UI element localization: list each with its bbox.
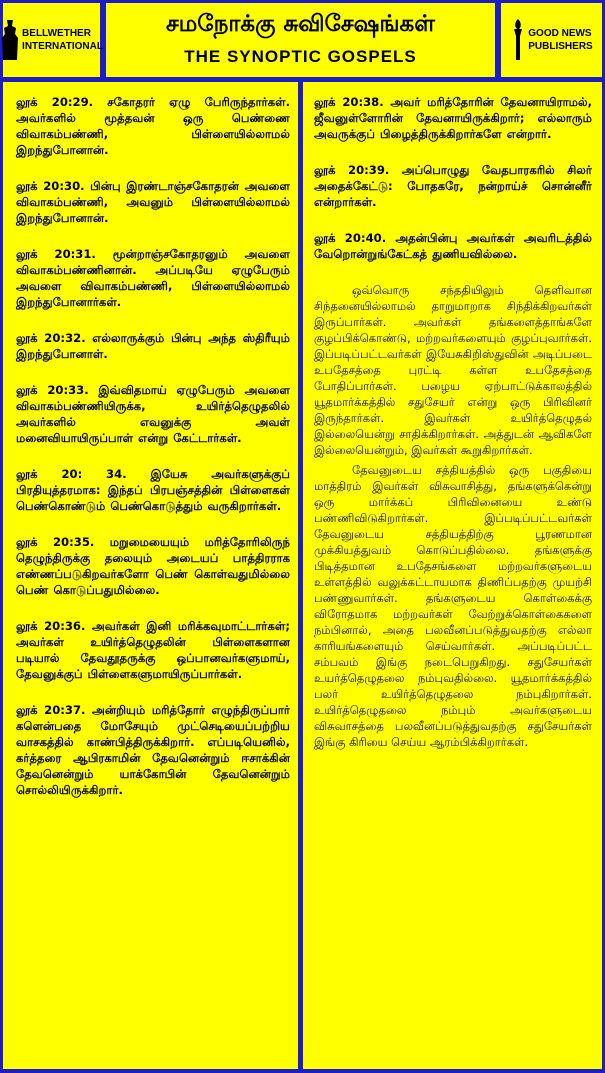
title-english: THE SYNOPTIC GOSPELS [184, 47, 417, 66]
verse-luke-20-29: லூக் 20:29. சகோதரர் ஏழு பேரிருந்தார்கள். அவர்களில் மூத்தவன் ஒரு பெண்ணை விவாகம்பண்ணி, பிள்ளையில்லாமல் இறந்துபோனான். [16, 95, 290, 157]
verse-luke-20-36: லூக் 20:36. அவர்கள் இனி மரிக்கவுமாட்டார்கள்; அவர்கள் உயிர்த்தெழுதலின் பிள்ளைகளான படியால் தேவதூதருக்கு ஒப்பானவர்களுமாய், தேவனுக்குப் பிள்ளைகளுமாயிருப்பார்கள். [16, 619, 290, 681]
title-banner [106, 3, 495, 77]
bellwether-ram-icon [0, 18, 20, 62]
verse-luke-20-32: லூக் 20:32. எல்லாருக்கும் பின்பு அந்த ஸ்திரீயும் இறந்துபோனாள். [16, 331, 290, 361]
verse-luke-20-39: லூக் 20:39. அப்பொழுது வேதபாரகரில் சிலர் அதைக்கேட்டு: போதகரே, நன்றாய்ச் சொன்னீர் என்றார்கள். [314, 163, 592, 209]
left-column [3, 82, 298, 1069]
verse-luke-20-40: லூக் 20:40. அதன்பின்பு அவர்கள் அவரிடத்தில் வேறொன்றுங்கேட்கத் துணியவில்லை. [314, 231, 592, 261]
right-column [303, 82, 602, 1069]
torch-icon [510, 18, 526, 62]
good-news-logo-line1: GOOD NEWS [528, 28, 592, 39]
verse-luke-20-33: லூக் 20:33. இவ்விதமாய் ஏழுபேரும் அவளை விவாகம்பண்ணியிருக்க, உயிர்த்தெழுதலில் அவர்களில் எவனுக்கு அவள் மனைவியாயிருப்பாள் என்று கேட்டார்கள். [16, 383, 290, 445]
verse-luke-20-35: லூக் 20:35. மறுமையையும் மரித்தோரிலிருந் தெழுந்திருக்கு தலையும் அடையப் பாத்திரராக எண்ணப்படுகிறவர்களோ பெண் கொள்வதுமில்லை பெண் கொடுப்பதுமில்லை. [16, 535, 290, 597]
bellwether-logo-line2: INTERNATIONAL [22, 41, 103, 52]
commentary-paragraph-1: ஒவ்வொரு சந்ததியிலும் தெளிவான சிந்தனையில்லாமல் தாறுமாறாக சிந்திக்கிறவர்கள் இருப்பார்கள். அவர்கள் தங்களைத்தாங்களே குழப்பிக்கொண்டு, மற்றவர்களையும் குழப்புவார்கள். இப்படிப்பட்டவர்கள் இயேசுகிறிஸ்துவின் அடிப்படை உபதேசத்தை புரட்டி கள்ள உபதேசத்தை போதிப்பார்கள். பழைய ஏற்பாட்டுக்காலத்தில் யூதமார்க்கத்தில் சதுசேயர் என்று ஒரு பிரிவினர் இருந்தார்கள். இவர்கள் உயிர்த்தெழுதல் இல்லையென்று சாதிக்கிறார்கள். அத்துடன் ஆவிகளே இல்லையென்றும், இவர்கள் கூறுகிறார்கள். [314, 283, 592, 457]
verse-luke-20-38: லூக் 20:38. அவர் மரித்தோரின் தேவனாயிராமல், ஜீவனுள்ளோரின் தேவனாயிருக்கிறார்; எல்லாரும் அவருக்குப் பிழைத்திருக்கிறார்களே என்றார். [314, 95, 592, 141]
verse-luke-20-37: லூக் 20:37. அன்றியும் மரித்தோர் எழுந்திருப்பார் களென்பதை மோசேயும் முட்செடியைப்பற்றிய வாசகத்தில் காண்பித்திருக்கிறார். எப்படியெனில், கர்த்தரை ஆபிரகாமின் தேவனென்றும் ஈசாக்கின் தேவனென்றும் யாக்கோபின் தேவனென்றும் சொல்லியிருக்கிறார். [16, 703, 290, 797]
good-news-logo-line2: PUBLISHERS [528, 41, 593, 52]
verse-luke-20-31: லூக் 20:31. மூன்றாஞ்சகோதரனும் அவளை விவாகம்பண்ணினான். அப்படியே ஏழுபேரும் அவளை விவாகம்பண்ணி, பிள்ளையில்லாமல் இறந்துபோனார்கள். [16, 247, 290, 309]
bellwether-logo [3, 3, 103, 77]
verse-luke-20-34: லூக் 20: 34. இயேசு அவர்களுக்குப் பிரதியுத்தரமாக: இந்தப் பிரபஞ்சத்தின் பிள்ளைகள் பெண்கொண்டும் பெண்கொடுத்தும் வருகிறார்கள். [16, 467, 290, 513]
bellwether-logo-line1: BELLWETHER [22, 28, 91, 39]
commentary-paragraph-2: தேவனுடைய சத்தியத்தில் ஒரு பகுதியை மாத்திரம் இவர்கள் விசுவாசித்து, தங்களுக்கென்று ஒரு மார்க்கப் பிரிவினையை உண்டு பண்ணிவிடுகிறார்கள். இப்படிப்பட்டவர்கள் தேவனுடைய சத்தியத்திற்கு பூரணமான முக்கியத்துவம் கொடுப்பதில்லை. தங்களுக்கு பிடித்தமான உபதேசங்களை மற்றவர்களுடைய உள்ளத்தில் வலுக்கட்டாயமாக திணிப்பதற்கு முயற்சி பண்ணுவார்கள். தங்களுடைய கொள்கைக்கு விரோதமாக மற்றவர்கள் வேற்றுக்கொள்கைகளை நம்பினால், அதை பலவீனப்படுத்துவதற்கு எல்லா காரியங்களையும் செய்வார்கள். அப்படிப்பட்ட சம்பவம் இங்கு நடைபெறுகிறது. சதுசேயர்கள் உயர்த்தெழுதலை நம்புவதில்லை. யூதமார்க்கத்தில் பலர் உயிர்த்தெழுதலை நம்புகிறார்கள். உயிர்த்தெழுதலை நம்பும் அவர்களுடைய விசுவாசத்தை பலவீனப்படுத்துவதற்கு சதுசேயர்கள் இங்கு கிரியை செய்ய ஆரம்பிக்கிறார்கள். [314, 463, 592, 749]
good-news-logo [501, 3, 602, 77]
title-tamil: சமநோக்கு சுவிசேஷங்கள் [166, 11, 435, 37]
verse-luke-20-30: லூக் 20:30. பின்பு இரண்டாஞ்சகோதரன் அவளை விவாகம்பண்ணி, அவனும் பிள்ளையில்லாமல் இறந்துபோனான். [16, 179, 290, 225]
